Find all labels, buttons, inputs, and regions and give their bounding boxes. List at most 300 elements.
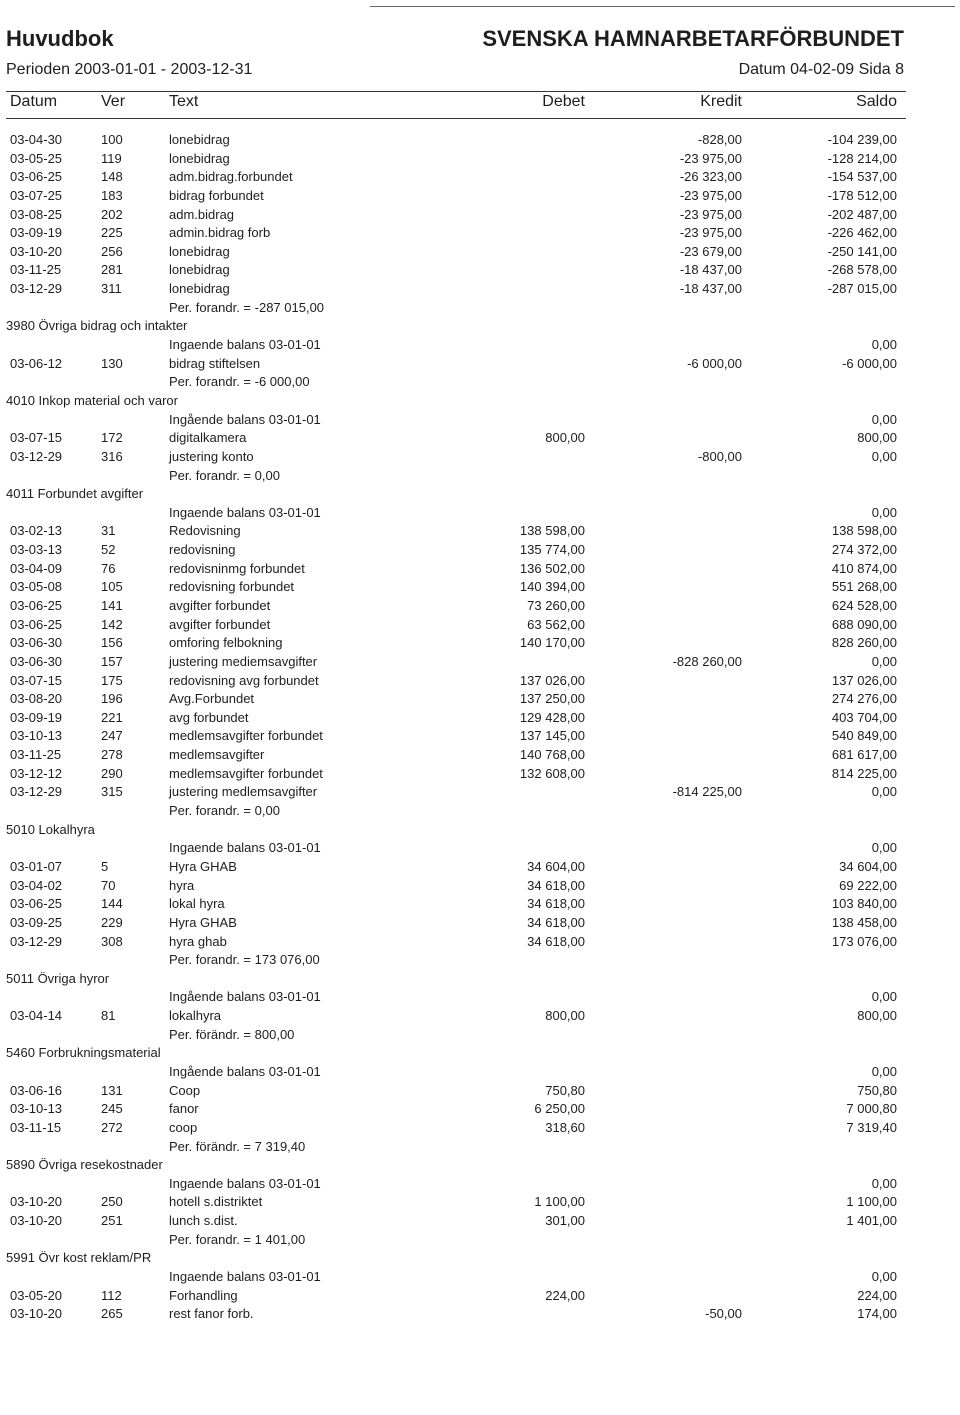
transaction-row: [0, 429, 960, 447]
transaction-date: 03-12-29: [10, 448, 63, 464]
column-header-date: Datum: [10, 93, 58, 110]
saldo-amount: 103 840,00: [831, 896, 897, 912]
period-change: Per. forandr. = -6 000,00: [169, 374, 310, 390]
transaction-date: 03-04-09: [10, 560, 63, 576]
period-change: Per. forandr. = -287 015,00: [169, 299, 325, 315]
transaction-row: [0, 187, 960, 205]
period-change-row: [0, 467, 960, 485]
transaction-row: [0, 634, 960, 652]
kredit-amount: -814 225,00: [672, 784, 742, 800]
transaction-text: lonebidrag: [169, 132, 230, 147]
transaction-date: 03-05-08: [10, 579, 63, 595]
account-heading: [0, 821, 960, 839]
transaction-row: [0, 765, 960, 783]
transaction-text: justering mediemsavgifter: [169, 653, 318, 669]
transaction-date: 03-06-12: [10, 355, 63, 371]
transaction-row: [0, 877, 960, 895]
account-name: 5460 Forbrukningsmaterial: [6, 1045, 161, 1061]
transaction-row: [0, 1007, 960, 1025]
account-name: 5011 Övriga hyror: [6, 970, 110, 986]
saldo-amount: -250 141,00: [827, 243, 897, 259]
voucher-number: 225: [101, 225, 123, 241]
kredit-amount: -18 437,00: [679, 281, 742, 297]
opening-balance-label: Ingående balans 03-01-01: [169, 989, 321, 1005]
voucher-number: 290: [101, 765, 123, 781]
period-change-row: [0, 951, 960, 969]
debet-amount: 140 170,00: [519, 635, 585, 651]
transaction-text: lonebidrag: [169, 281, 230, 297]
period-change: Per. forandr. = 0,00: [169, 803, 280, 819]
account-name: 4010 Inkop material och varor: [6, 392, 178, 408]
voucher-number: 5: [101, 858, 109, 874]
transaction-row: [0, 1119, 960, 1137]
transaction-row: [0, 1100, 960, 1118]
transaction-row: [0, 597, 960, 615]
opening-balance-amount: 0,00: [871, 411, 897, 427]
transaction-date: 03-10-20: [10, 1213, 63, 1229]
transaction-text: Avg.Forbundet: [169, 691, 255, 707]
voucher-number: 148: [101, 169, 123, 185]
voucher-number: 183: [101, 187, 123, 203]
opening-balance-amount: 0,00: [871, 504, 897, 520]
transaction-text: redovisning avg forbundet: [169, 672, 319, 688]
voucher-number: 311: [101, 281, 122, 297]
transaction-text: justering medlemsavgifter: [169, 784, 318, 800]
opening-balance-label: Ingaende balans 03-01-01: [169, 504, 321, 520]
transaction-row: [0, 746, 960, 764]
transaction-row: [0, 690, 960, 708]
opening-balance-amount: 0,00: [871, 989, 897, 1005]
account-heading: [0, 1044, 960, 1062]
saldo-amount: 173 076,00: [831, 933, 897, 949]
transaction-date: 03-05-25: [10, 150, 63, 166]
saldo-amount: 403 704,00: [831, 709, 897, 725]
transaction-date: 03-09-25: [10, 914, 63, 930]
debet-amount: 135 774,00: [519, 542, 585, 558]
saldo-amount: 540 849,00: [831, 728, 897, 744]
opening-balance-amount: 0,00: [871, 1269, 897, 1285]
transaction-text: medlemsavgifter: [169, 747, 265, 763]
transaction-text: lonebidrag: [169, 150, 230, 166]
transaction-date: 03-12-29: [10, 784, 63, 800]
transaction-text: bidrag stiftelsen: [169, 355, 261, 371]
account-heading: [0, 970, 960, 988]
debet-amount: 129 428,00: [519, 709, 585, 725]
transaction-date: 03-11-25: [10, 262, 62, 278]
column-header-debet: Debet: [542, 93, 585, 110]
opening-balance-row: [0, 504, 960, 522]
transaction-row: [0, 261, 960, 279]
opening-balance-row: [0, 839, 960, 857]
period-change-row: [0, 1026, 960, 1044]
opening-balance-amount: 0,00: [871, 1064, 897, 1079]
transaction-row: [0, 653, 960, 671]
transaction-date: 03-10-13: [10, 728, 63, 744]
opening-balance-row: [0, 411, 960, 429]
transaction-text: hyra ghab: [169, 933, 227, 949]
account-name: 5991 Övr kost reklam/PR: [6, 1250, 152, 1266]
voucher-number: 245: [101, 1101, 123, 1117]
period-change-row: [0, 299, 960, 317]
voucher-number: 119: [101, 150, 122, 166]
transaction-text: avgifter forbundet: [169, 616, 271, 632]
debet-amount: 73 260,00: [527, 598, 585, 613]
debet-amount: 34 618,00: [527, 896, 585, 912]
voucher-number: 175: [101, 672, 123, 688]
kredit-amount: -6 000,00: [687, 355, 742, 371]
account-heading: [0, 1249, 960, 1267]
kredit-amount: -23 975,00: [679, 187, 742, 203]
transaction-row: [0, 1212, 960, 1230]
voucher-number: 221: [101, 709, 123, 725]
kredit-amount: -23 975,00: [679, 206, 742, 222]
opening-balance-row: [0, 1268, 960, 1286]
saldo-amount: -268 578,00: [827, 262, 897, 278]
saldo-amount: -104 239,00: [827, 132, 897, 147]
transaction-date: 03-07-15: [10, 430, 63, 446]
voucher-number: 141: [101, 598, 123, 613]
voucher-number: 251: [101, 1213, 123, 1229]
transaction-date: 03-01-07: [10, 858, 63, 874]
debet-amount: 132 608,00: [519, 765, 585, 781]
transaction-row: [0, 448, 960, 466]
debet-amount: 750,80: [545, 1082, 585, 1098]
transaction-date: 03-09-19: [10, 225, 63, 241]
saldo-amount: 1 100,00: [846, 1194, 897, 1210]
voucher-number: 112: [101, 1287, 122, 1303]
saldo-amount: 138 598,00: [831, 523, 897, 539]
transaction-row: [0, 206, 960, 224]
debet-amount: 140 394,00: [519, 579, 585, 595]
saldo-amount: 410 874,00: [831, 560, 897, 576]
voucher-number: 247: [101, 728, 123, 744]
transaction-date: 03-07-25: [10, 187, 63, 203]
debet-amount: 224,00: [545, 1287, 585, 1303]
kredit-amount: -23 975,00: [679, 150, 742, 166]
transaction-row: [0, 727, 960, 745]
account-heading: [0, 392, 960, 410]
saldo-amount: 274 276,00: [831, 691, 897, 707]
period-change-row: [0, 373, 960, 391]
transaction-text: Forhandling: [169, 1287, 238, 1303]
transaction-date: 03-12-29: [10, 933, 63, 949]
debet-amount: 63 562,00: [527, 616, 585, 632]
account-heading: [0, 1156, 960, 1174]
transaction-text: avgifter forbundet: [169, 598, 271, 613]
saldo-amount: 137 026,00: [831, 672, 897, 688]
transaction-date: 03-10-13: [10, 1101, 63, 1117]
transaction-date: 03-08-20: [10, 691, 63, 707]
transaction-text: omforing felbokning: [169, 635, 283, 651]
transaction-date: 03-02-13: [10, 523, 63, 539]
saldo-amount: 814 225,00: [831, 765, 897, 781]
transaction-date: 03-10-20: [10, 1194, 63, 1210]
transaction-text: coop: [169, 1119, 198, 1135]
transaction-date: 03-11-15: [10, 1119, 62, 1135]
opening-balance-label: Ingaende balans 03-01-01: [169, 1269, 321, 1285]
transaction-text: adm.bidrag: [169, 206, 235, 222]
transaction-row: [0, 783, 960, 801]
transaction-text: lunch s.dist.: [169, 1213, 238, 1229]
transaction-row: [0, 131, 960, 149]
voucher-number: 196: [101, 691, 123, 707]
debet-amount: 34 618,00: [527, 914, 585, 930]
debet-amount: 800,00: [545, 430, 585, 446]
kredit-amount: -828,00: [697, 132, 742, 147]
transaction-date: 03-04-02: [10, 877, 63, 893]
saldo-amount: -178 512,00: [827, 187, 897, 203]
saldo-amount: 0,00: [871, 448, 897, 464]
transaction-date: 03-03-13: [10, 542, 63, 558]
saldo-amount: 7 000,80: [846, 1101, 897, 1117]
opening-balance-label: Ingaende balans 03-01-01: [169, 840, 321, 856]
transaction-text: Hyra GHAB: [169, 858, 237, 874]
debet-amount: 318,60: [545, 1119, 585, 1135]
transaction-text: redovisning: [169, 542, 236, 558]
transaction-text: lonebidrag: [169, 243, 230, 259]
opening-balance-row: [0, 988, 960, 1006]
transaction-text: Coop: [169, 1082, 201, 1098]
column-header-saldo: Saldo: [856, 93, 897, 110]
period-change: Per. förändr. = 800,00: [169, 1026, 295, 1042]
voucher-number: 265: [101, 1306, 123, 1322]
voucher-number: 70: [101, 877, 116, 893]
debet-amount: 1 100,00: [534, 1194, 585, 1210]
saldo-amount: 800,00: [857, 1008, 897, 1024]
voucher-number: 316: [101, 448, 123, 464]
debet-amount: 137 250,00: [519, 691, 585, 707]
transaction-text: rest fanor forb.: [169, 1306, 254, 1322]
transaction-row: [0, 541, 960, 559]
transaction-date: 03-10-20: [10, 243, 63, 259]
kredit-amount: -800,00: [697, 448, 742, 464]
debet-amount: 138 598,00: [519, 523, 585, 539]
opening-balance-label: Ingaende balans 03-01-01: [169, 1175, 321, 1191]
saldo-amount: 551 268,00: [831, 579, 897, 595]
transaction-text: lokalhyra: [169, 1008, 222, 1024]
period-change-row: [0, 802, 960, 820]
voucher-number: 144: [101, 896, 123, 912]
transaction-date: 03-04-14: [10, 1008, 63, 1024]
transaction-row: [0, 933, 960, 951]
transaction-text: digitalkamera: [169, 430, 247, 446]
saldo-amount: 800,00: [857, 430, 897, 446]
column-header-ver: Ver: [101, 93, 126, 110]
transaction-text: fanor: [169, 1101, 199, 1117]
saldo-amount: 688 090,00: [831, 616, 897, 632]
debet-amount: 800,00: [545, 1008, 585, 1024]
voucher-number: 172: [101, 430, 123, 446]
saldo-amount: -202 487,00: [827, 206, 897, 222]
kredit-amount: -23 975,00: [679, 225, 742, 241]
transaction-text: adm.bidrag.forbundet: [169, 169, 293, 185]
voucher-number: 81: [101, 1008, 116, 1024]
transaction-text: medlemsavgifter forbundet: [169, 728, 323, 744]
debet-amount: 140 768,00: [519, 747, 585, 763]
transaction-text: admin.bidrag forb: [169, 225, 271, 241]
saldo-amount: 0,00: [871, 784, 897, 800]
transaction-text: lonebidrag: [169, 262, 230, 278]
transaction-date: 03-06-25: [10, 598, 63, 613]
debet-amount: 137 026,00: [519, 672, 585, 688]
transaction-row: [0, 243, 960, 261]
debet-amount: 301,00: [545, 1213, 585, 1229]
saldo-amount: -226 462,00: [827, 225, 897, 241]
transaction-row: [0, 522, 960, 540]
kredit-amount: -26 323,00: [679, 169, 742, 185]
transaction-text: bidrag forbundet: [169, 187, 264, 203]
voucher-number: 52: [101, 542, 116, 558]
voucher-number: 272: [101, 1119, 123, 1135]
transaction-date: 03-07-15: [10, 672, 63, 688]
transaction-row: [0, 560, 960, 578]
opening-balance-amount: 0,00: [871, 1175, 897, 1191]
transaction-date: 03-06-30: [10, 635, 63, 651]
transaction-text: redovisning forbundet: [169, 579, 295, 595]
transaction-text: medlemsavgifter forbundet: [169, 765, 323, 781]
transaction-row: [0, 168, 960, 186]
opening-balance-row: [0, 1175, 960, 1193]
voucher-number: 76: [101, 560, 116, 576]
transaction-date: 03-12-29: [10, 281, 63, 297]
period-change: Per. forandr. = 1 401,00: [169, 1231, 306, 1247]
opening-balance-row: [0, 1063, 960, 1081]
transaction-row: [0, 1305, 960, 1323]
transaction-text: redovisninmg forbundet: [169, 560, 305, 576]
transaction-row: [0, 895, 960, 913]
saldo-amount: 624 528,00: [831, 598, 897, 613]
transaction-row: [0, 672, 960, 690]
voucher-number: 250: [101, 1194, 123, 1210]
saldo-amount: 69 222,00: [839, 877, 897, 893]
voucher-number: 100: [101, 132, 123, 147]
saldo-amount: 7 319,40: [846, 1119, 897, 1135]
kredit-amount: -23 679,00: [679, 243, 742, 259]
voucher-number: 142: [101, 616, 123, 632]
transaction-date: 03-06-30: [10, 653, 63, 669]
account-heading: [0, 317, 960, 335]
period-change: Per. forandr. = 173 076,00: [169, 952, 320, 968]
transaction-text: justering konto: [169, 448, 254, 464]
saldo-amount: 750,80: [857, 1082, 897, 1098]
period-range: Perioden 2003-01-01 - 2003-12-31: [6, 61, 253, 78]
transaction-date: 03-11-25: [10, 747, 62, 763]
voucher-number: 308: [101, 933, 123, 949]
transaction-text: avg forbundet: [169, 709, 249, 725]
saldo-amount: -128 214,00: [827, 150, 897, 166]
transaction-date: 03-09-19: [10, 709, 63, 725]
opening-balance-row: [0, 336, 960, 354]
transaction-row: [0, 858, 960, 876]
opening-balance-label: Ingående balans 03-01-01: [169, 1064, 321, 1079]
transaction-row: [0, 616, 960, 634]
transaction-text: hyra: [169, 877, 195, 893]
transaction-text: Hyra GHAB: [169, 914, 237, 930]
account-name: 4011 Forbundet avgifter: [6, 486, 144, 502]
account-name: 3980 Övriga bidrag och intakter: [6, 318, 188, 334]
period-change-row: [0, 1231, 960, 1249]
voucher-number: 315: [101, 784, 123, 800]
transaction-row: [0, 280, 960, 298]
transaction-row: [0, 709, 960, 727]
voucher-number: 229: [101, 914, 123, 930]
transaction-row: [0, 355, 960, 373]
transaction-date: 03-08-25: [10, 206, 63, 222]
saldo-amount: 34 604,00: [839, 858, 897, 874]
debet-amount: 137 145,00: [519, 728, 585, 744]
debet-amount: 34 618,00: [527, 933, 585, 949]
period-change: Per. forandr. = 0,00: [169, 467, 280, 483]
voucher-number: 130: [101, 355, 123, 371]
saldo-amount: 681 617,00: [831, 747, 897, 763]
voucher-number: 281: [101, 262, 123, 278]
voucher-number: 105: [101, 579, 123, 595]
transaction-row: [0, 1082, 960, 1100]
debet-amount: 136 502,00: [519, 560, 585, 576]
saldo-amount: 174,00: [857, 1306, 897, 1322]
saldo-amount: -287 015,00: [827, 281, 897, 297]
voucher-number: 256: [101, 243, 123, 259]
debet-amount: 34 618,00: [527, 877, 585, 893]
opening-balance-amount: 0,00: [871, 337, 897, 353]
transaction-row: [0, 914, 960, 932]
transaction-date: 03-05-20: [10, 1287, 63, 1303]
voucher-number: 202: [101, 206, 123, 222]
saldo-amount: -6 000,00: [842, 355, 897, 371]
account-heading: [0, 485, 960, 503]
opening-balance-label: Ingaende balans 03-01-01: [169, 337, 321, 353]
transaction-date: 03-06-25: [10, 896, 63, 912]
saldo-amount: 828 260,00: [831, 635, 897, 651]
transaction-row: [0, 1287, 960, 1305]
saldo-amount: 0,00: [871, 653, 897, 669]
transaction-date: 03-06-25: [10, 169, 63, 185]
transaction-row: [0, 1193, 960, 1211]
saldo-amount: 274 372,00: [831, 542, 897, 558]
transaction-row: [0, 578, 960, 596]
voucher-number: 278: [101, 747, 123, 763]
saldo-amount: 1 401,00: [846, 1213, 897, 1229]
saldo-amount: -154 537,00: [827, 169, 897, 185]
transaction-row: [0, 224, 960, 242]
transaction-date: 03-12-12: [10, 765, 63, 781]
debet-amount: 34 604,00: [527, 858, 585, 874]
period-change-row: [0, 1138, 960, 1156]
voucher-number: 131: [101, 1082, 123, 1098]
voucher-number: 157: [101, 653, 123, 669]
transaction-date: 03-06-16: [10, 1082, 63, 1098]
transaction-text: Redovisning: [169, 523, 241, 539]
column-header-kredit: Kredit: [700, 93, 742, 110]
kredit-amount: -828 260,00: [672, 653, 742, 669]
ledger-title: Huvudbok: [6, 26, 114, 51]
voucher-number: 156: [101, 635, 123, 651]
date-and-page: Datum 04-02-09 Sida 8: [738, 61, 904, 78]
transaction-date: 03-10-20: [10, 1306, 63, 1322]
transaction-row: [0, 150, 960, 168]
transaction-text: lokal hyra: [169, 896, 225, 912]
debet-amount: 6 250,00: [534, 1101, 585, 1117]
kredit-amount: -50,00: [705, 1306, 742, 1322]
kredit-amount: -18 437,00: [679, 262, 742, 278]
saldo-amount: 138 458,00: [831, 914, 897, 930]
column-header-text: Text: [169, 93, 199, 110]
period-change: Per. förändr. = 7 319,40: [169, 1138, 306, 1154]
account-name: 5010 Lokalhyra: [6, 821, 95, 837]
account-name: 5890 Övriga resekostnader: [6, 1157, 163, 1173]
saldo-amount: 224,00: [857, 1287, 897, 1303]
transaction-text: hotell s.distriktet: [169, 1194, 263, 1210]
